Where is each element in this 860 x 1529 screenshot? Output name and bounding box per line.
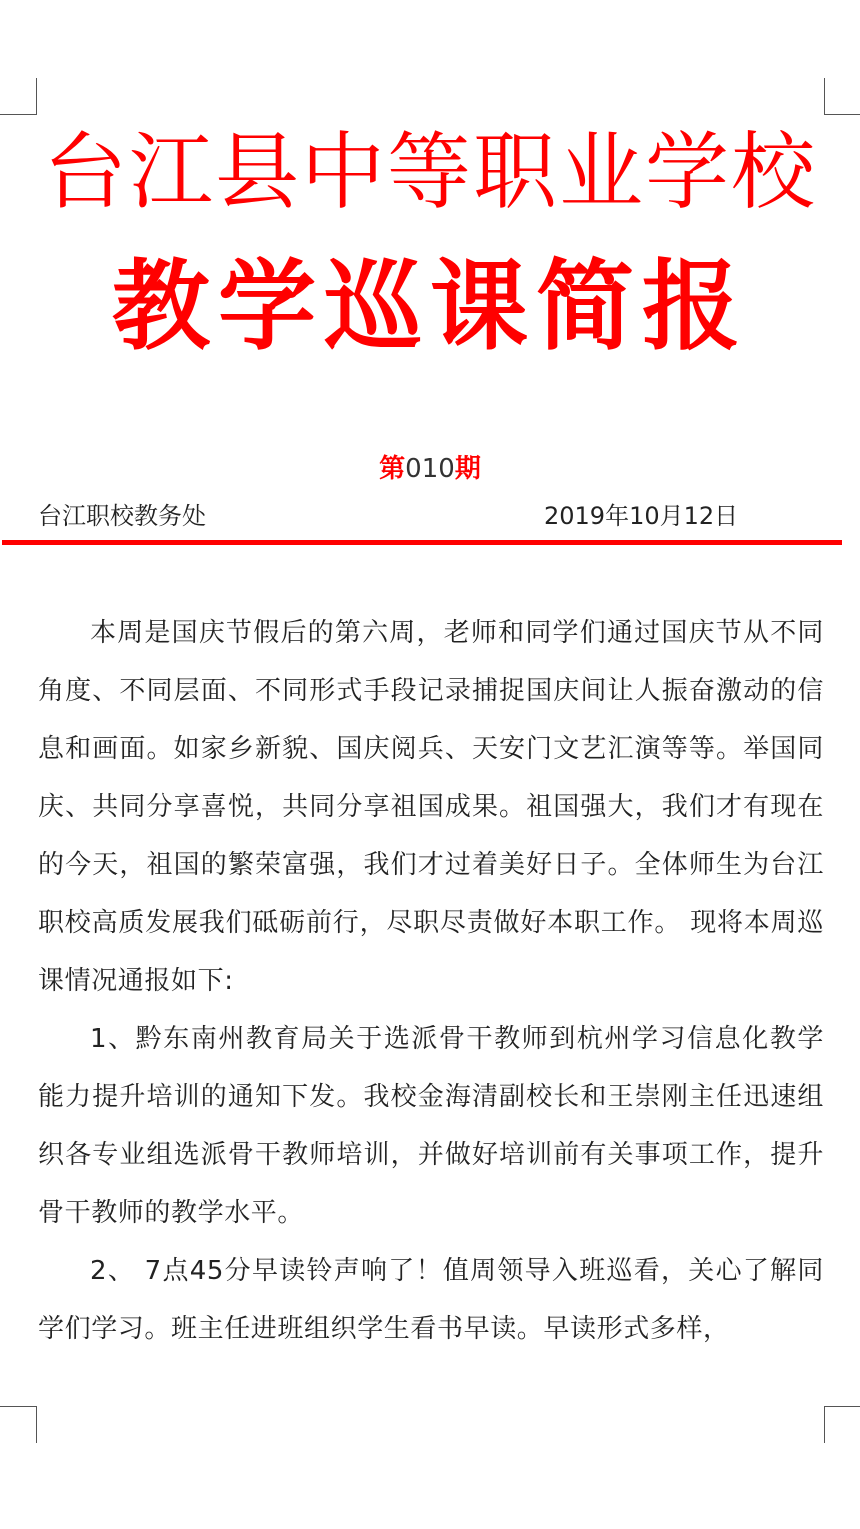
body-paragraph-intro: 本周是国庆节假后的第六周，老师和同学们通过国庆节从不同角度、不同层面、不同形式手段记录捕捉国庆间让人振奋激动的信息和画面。如家乡新貌、国庆阅兵、天安门文艺汇演等等。举国同庆、共同分享喜悦，共同分享祖国成果。祖国强大，我们才有现在的今天，祖国的繁荣富强，我们才过着美好日子。全体师生为台江职校高质发展我们砥砺前行，尽职尽责做好本职工作。 现将本周巡课情况通报如下:: [38, 618, 824, 996]
crop-mark-top-left: [0, 78, 37, 115]
body-paragraph-item-1: 1、黔东南州教育局关于选派骨干教师到杭州学习信息化教学能力提升培训的通知下发。我校金海清副校长和王崇刚主任迅速组织各专业组选派骨干教师培训，并做好培训前有关事项工作，提升骨干教师的教学水平。: [38, 1024, 824, 1228]
bulletin-title: 教学巡课简报: [111, 250, 748, 364]
issue-number: 010: [405, 454, 455, 484]
publisher-name: 台江职校教务处: [38, 502, 206, 530]
crop-mark-bottom-left: [0, 1406, 37, 1443]
body-paragraph-item-2: 2、 7点45分早读铃声响了！值周领导入班巡看，关心了解同学们学习。班主任进班组织学生看书早读。早读形式多样，: [38, 1256, 824, 1344]
school-name-heading: 台江县中等职业学校: [42, 123, 817, 221]
issue-suffix: 期: [454, 454, 481, 484]
crop-mark-top-right: [824, 78, 860, 115]
publish-date: 2019年10月12日: [544, 502, 739, 530]
crop-mark-bottom-right: [824, 1406, 860, 1443]
red-divider-rule: [2, 540, 842, 545]
bulletin-body: [38, 604, 824, 1358]
issue-prefix: 第: [379, 454, 406, 484]
issue-number-line: [0, 452, 860, 486]
